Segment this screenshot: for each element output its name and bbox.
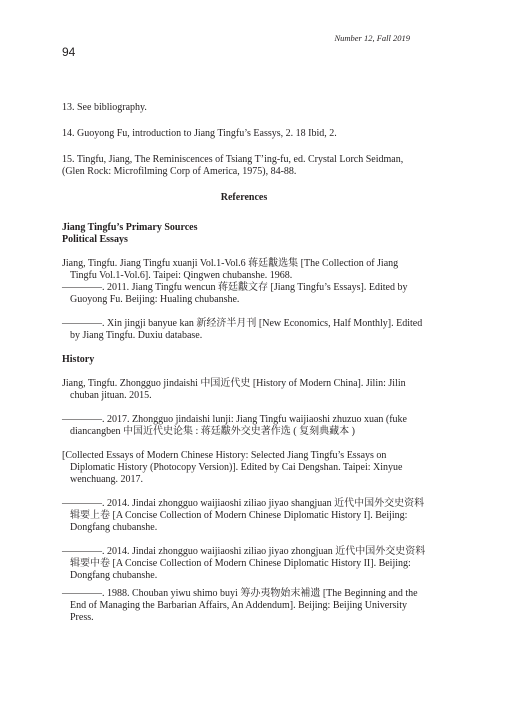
reference-entry: ————. 1988. Chouban yiwu shimo buyi 筹办夷物始末補遗 [The Beginning and the End of Managing the Barbarian Affairs, An Addendum]. Beijing: Beijing University Press. bbox=[62, 588, 418, 623]
footnote-13: 13. See bibliography. bbox=[62, 102, 147, 113]
history-heading: History bbox=[62, 354, 95, 365]
page-body bbox=[62, 102, 426, 624]
reference-entry: ————. Xin jingji banyue kan 新经济半月刊 [New Economics, Half Monthly]. Edited by Jiang Tingfu. Duxiu database. bbox=[62, 318, 423, 341]
primary-sources-heading: Jiang Tingfu’s Primary Sources bbox=[62, 222, 198, 233]
running-head: Number 12, Fall 2019 bbox=[334, 33, 410, 43]
reference-entry: ————. 2014. Jindai zhongguo waijiaoshi ziliao jiyao zhongjuan 近代中国外交史资料辑要中卷 [A Concise Collection of Modern Chinese Diplomatic History II]. Beijing: Dongfang chubanshe. bbox=[62, 546, 426, 581]
footnote-14: 14. Guoyong Fu, introduction to Jiang Tingfu’s Eassys, 2. 18 Ibid, 2. bbox=[62, 128, 337, 139]
footnote-15: 15. Tingfu, Jiang, The Reminiscences of Tsiang T’ing-fu, ed. Crystal Lorch Seidman, (Glen Rock: Microfilming Corp of America, 1975), 84-88. bbox=[62, 154, 404, 177]
reference-entry: Jiang, Tingfu. Jiang Tingfu xuanji Vol.1-Vol.6 蒋廷黻选集 [The Collection of Jiang Tingfu Vol.1-Vol.6]. Taipei: Qingwen chubanshe. 1968. bbox=[62, 258, 399, 281]
reference-entry: ————. 2017. Zhongguo jindaishi lunji: Jiang Tingfu waijiaoshi zhuzuo xuan (fuke diancangben 中国近代史论集 : 蒋廷黻外交史著作选 ( 复刻典藏本 ) bbox=[62, 414, 407, 437]
reference-entry: ————. 2011. Jiang Tingfu wencun 蒋廷黻文存 [Jiang Tingfu’s Essays]. Edited by Guoyong Fu. Beijing: Hualing chubanshe. bbox=[62, 282, 408, 305]
reference-entry: ————. 2014. Jindai zhongguo waijiaoshi ziliao jiyao shangjuan 近代中国外交史资料辑要上卷 [A Concise Collection of Modern Chinese Diplomatic History I]. Beijing: Dongfang chubanshe. bbox=[62, 498, 425, 533]
political-essays-heading: Political Essays bbox=[62, 234, 128, 245]
references-heading: References bbox=[220, 192, 268, 203]
reference-entry: [Collected Essays of Modern Chinese History: Selected Jiang Tingfu’s Essays on Diplomatic History (Photocopy Version)]. Edited by Cai Dengshan. Taipei: Xinyue wenchuang. 2017. bbox=[62, 450, 403, 485]
reference-entry: Jiang, Tingfu. Zhongguo jindaishi 中国近代史 [History of Modern China]. Jilin: Jilin chuban jituan. 2015. bbox=[62, 378, 406, 401]
page-number: 94 bbox=[62, 45, 76, 59]
